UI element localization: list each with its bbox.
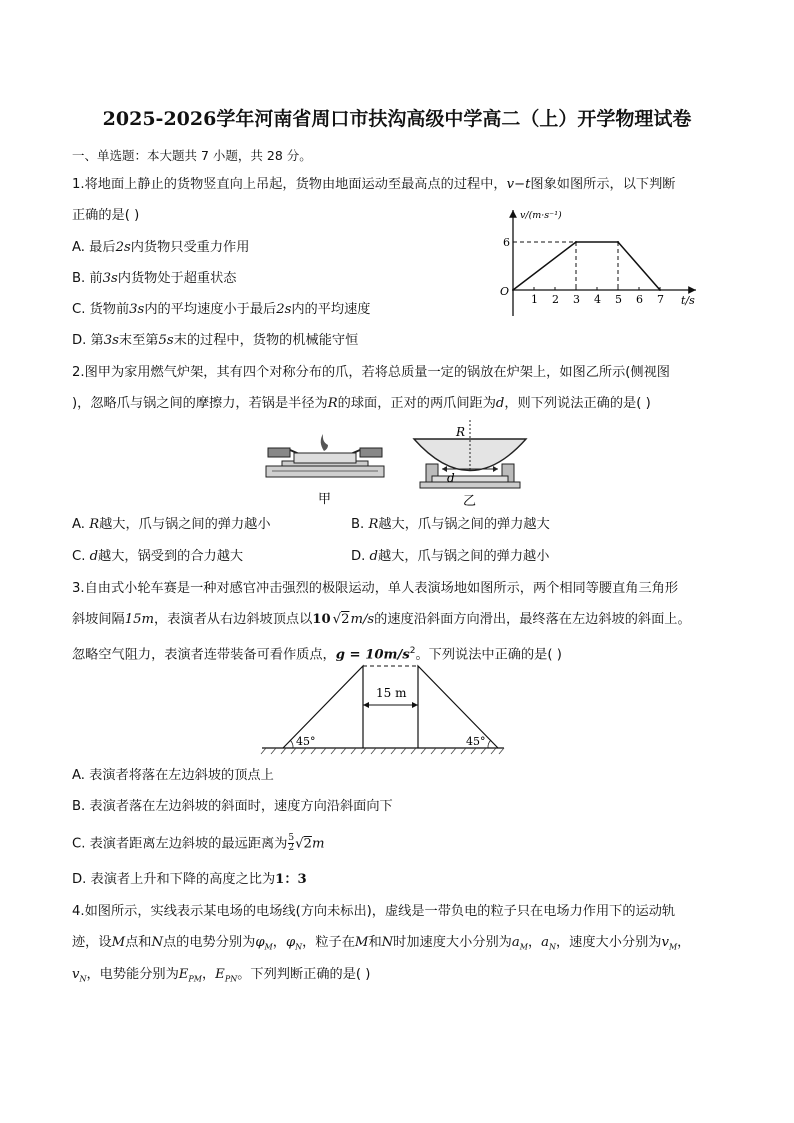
q3-option-a[interactable]: A. 表演者将落在左边斜坡的顶点上 <box>72 768 274 783</box>
x-axis-label: t/s <box>681 294 695 307</box>
q3-option-b[interactable]: B. 表演者落在左边斜坡的斜面时，速度方向沿斜面向下 <box>72 799 393 814</box>
ramps-figure <box>258 660 508 756</box>
burner <box>294 453 356 463</box>
x-tick-label: 4 <box>594 293 601 306</box>
q4-stem-line2: 迹，设M点和N点的电势分别为$\varphi_M$，$\varphi_N$，粒子在M和N时加速度大小分别为$a_M$，$a_N$，速度大小分别为$v_M$， <box>72 935 691 952</box>
q2-stem-line2: )，忽略爪与锅之间的摩擦力，若锅是半径为R的球面，正对的两爪间距为d，则下列说法正确的是( ) <box>72 396 651 411</box>
section-heading: 一、单选题：本大题共 7 小题，共 28 分。 <box>72 148 312 163</box>
y-tick-label: 6 <box>503 236 510 249</box>
stove-claw <box>360 448 382 457</box>
distance-label: d <box>447 471 455 485</box>
q3-stem-line2: 斜坡间隔15m，表演者从右边斜坡顶点以10 √2m/s的速度沿斜面方向滑出，最终落在左边斜坡的斜面上。 <box>72 612 691 627</box>
y-axis-label: v/(m·s⁻¹) <box>520 210 562 221</box>
vt-series-line <box>513 242 660 290</box>
q4-stem: 4.如图所示，实线表示某电场的电场线(方向未标出)，虚线是一带负电的粒子只在电场力作用下的运动轨 <box>72 904 676 919</box>
vt-graph <box>496 204 710 326</box>
q1-stem-line2: 正确的是( ) <box>72 208 140 223</box>
figure-label-yi: 乙 <box>463 494 477 509</box>
q3-option-d[interactable]: D. 表演者上升和下降的高度之比为1：3 <box>72 872 307 887</box>
q2-option-b[interactable]: B. R越大，爪与锅之间的弹力越大 <box>351 517 550 532</box>
q3-stem-line3: 忽略空气阻力，表演者连带装备可看作质点，$g = 10m/s^2$。下列说法中正确的是( ) <box>72 646 562 663</box>
q3-option-c[interactable]: C. 表演者距离左边斜坡的最远距离为 $\frac{5}{2}$ √2m <box>72 833 325 853</box>
vt-point <box>575 241 577 243</box>
x-tick-label: 7 <box>657 293 664 306</box>
q4-stem-line3: $v_N$，电势能分别为$E_{PM}$，$E_{PN}$。下列判断正确的是( ) <box>72 967 371 984</box>
q2-option-a[interactable]: A. R越大，爪与锅之间的弹力越小 <box>72 517 271 532</box>
q2-option-c[interactable]: C. d越大，锅受到的合力越大 <box>72 549 244 564</box>
vt-point <box>617 241 619 243</box>
q2-stem: 2.图甲为家用燃气炉架，其有四个对称分布的爪，若将总质量一定的锅放在炉架上，如图乙所示(侧视图 <box>72 365 670 380</box>
vt-point <box>659 289 661 291</box>
x-tick-label: 5 <box>615 293 622 306</box>
right-ramp <box>418 666 498 748</box>
radius-label: R <box>456 425 466 439</box>
x-tick-label: 1 <box>531 293 538 306</box>
stove-claw <box>268 448 290 457</box>
ground-hatch <box>261 748 504 754</box>
x-tick-label: 3 <box>573 293 580 306</box>
stove-base <box>420 482 520 488</box>
gap-label: 15 m <box>376 686 407 700</box>
left-ramp <box>283 666 363 748</box>
wok-figure-yi <box>408 420 532 514</box>
flame-icon <box>321 434 328 451</box>
q1-option-c[interactable]: C. 货物前3s内的平均速度小于最后2s内的平均速度 <box>72 302 371 317</box>
q1-option-a[interactable]: A. 最后2s内货物只受重力作用 <box>72 240 250 255</box>
q3-stem: 3.自由式小轮车赛是一种对感官冲击强烈的极限运动，单人表演场地如图所示，两个相同等腰直角三角形 <box>72 581 679 596</box>
left-angle-label: 45° <box>296 735 316 748</box>
q1-option-d[interactable]: D. 第3s末至第5s末的过程中，货物的机械能守恒 <box>72 333 359 348</box>
right-angle-label: 45° <box>466 735 486 748</box>
stove-figure-jia <box>264 432 386 512</box>
q1-stem: 1.将地面上静止的货物竖直向上吊起，货物由地面运动至最高点的过程中，v−t图象如图所示，以下判断 <box>72 177 676 192</box>
q2-option-d[interactable]: D. d越大，爪与锅之间的弹力越小 <box>351 549 550 564</box>
x-tick-label: 2 <box>552 293 559 306</box>
page-title: 2025-2026学年河南省周口市扶沟高级中学高二（上）开学物理试卷 <box>102 108 692 130</box>
x-tick-label: 6 <box>636 293 643 306</box>
vt-point <box>512 289 514 291</box>
q1-option-b[interactable]: B. 前3s内货物处于超重状态 <box>72 271 237 286</box>
origin-label: O <box>500 285 510 298</box>
figure-label-jia: 甲 <box>318 492 332 507</box>
